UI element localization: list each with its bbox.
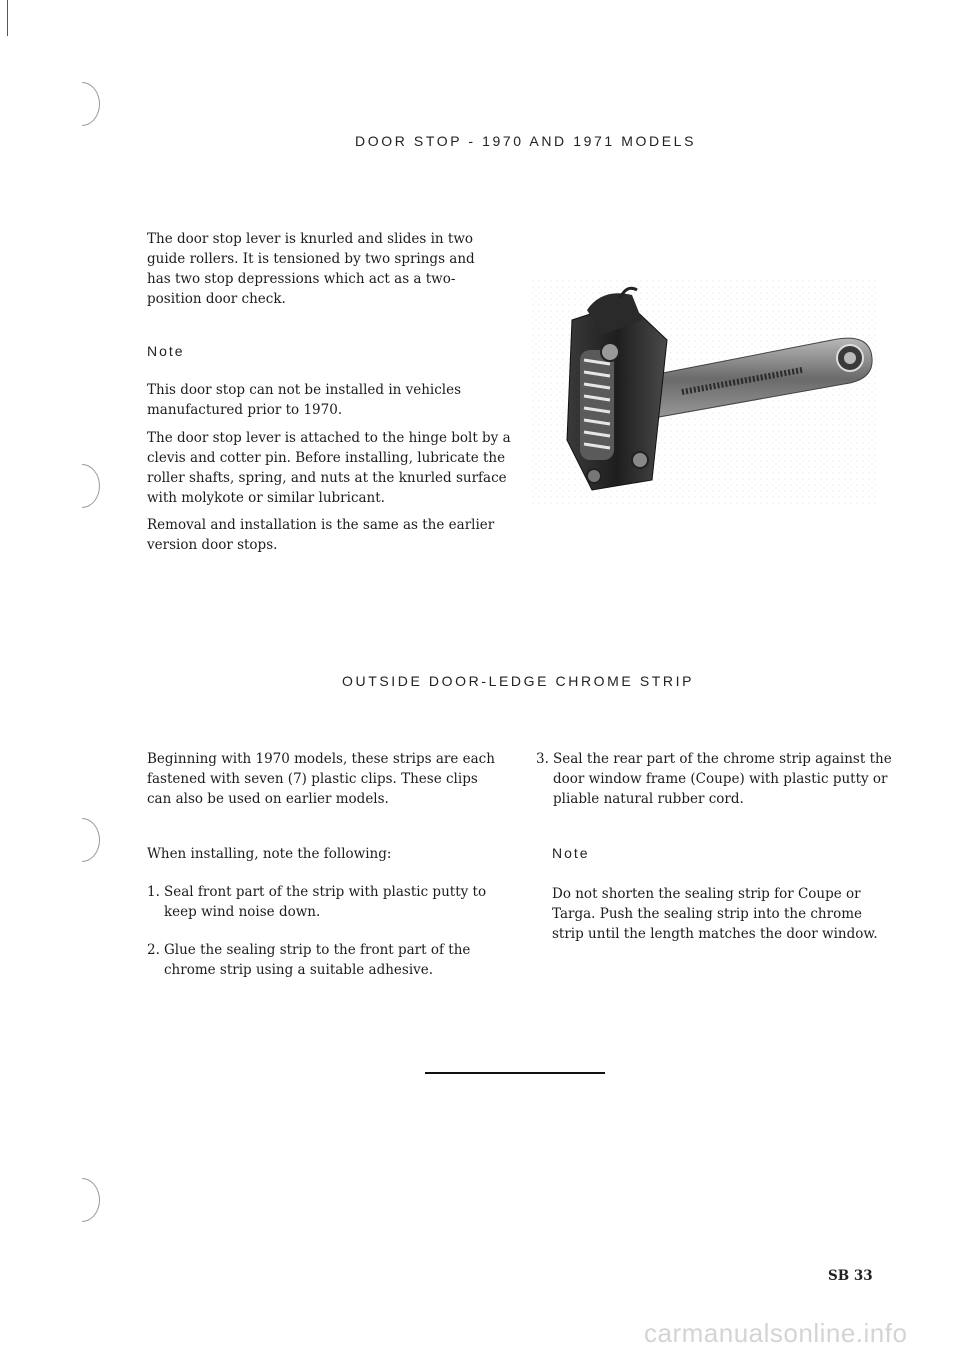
chrome-strip-note-label: Note: [552, 845, 590, 861]
door-stop-note-label: Note: [147, 343, 185, 359]
chrome-strip-intro: [147, 749, 503, 809]
chrome-strip-note-text: Do not shorten the sealing strip for Coupe or Targa. Push the sealing strip into the chrome strip until the length matches the door window.: [552, 886, 878, 942]
door-stop-photo: [532, 280, 876, 508]
step-2: [147, 940, 507, 980]
scan-edge-mark: [7, 0, 8, 36]
step-1-number: 1.: [147, 884, 160, 900]
door-stop-note-text: This door stop can not be installed in vehicles manufactured prior to 1970.: [147, 382, 462, 418]
punch-hole-3: [64, 818, 100, 862]
page-identifier: SB 33: [828, 1268, 873, 1284]
door-stop-removal-paragraph: [147, 515, 511, 555]
door-stop-removal-text: Removal and installation is the same as the earlier version door stops.: [147, 517, 495, 553]
guide-roller-2: [632, 452, 648, 468]
door-stop-install-text: The door stop lever is attached to the hinge bolt by a clevis and cotter pin. Before installing, lubricate the roller shafts, spring, and nuts at the knurled surface with molykote or similar lubricant.: [147, 430, 511, 506]
step-3-text: Seal the rear part of the chrome strip against the door window frame (Coupe) with plastic putty or pliable natural rubber cord.: [553, 751, 892, 807]
punch-hole-1: [64, 82, 100, 126]
step-1: [147, 882, 507, 922]
chrome-strip-lead: [147, 844, 487, 864]
chrome-strip-intro-text: Beginning with 1970 models, these strips are each fastened with seven (7) plastic clips. These clips can also be used on earlier models.: [147, 751, 495, 807]
door-stop-install-paragraph: [147, 428, 511, 508]
door-stop-intro-text: The door stop lever is knurled and slides in two guide rollers. It is tensioned by two springs and has two stop depressions which act as a two-position door check.: [147, 231, 475, 307]
step-1-text: Seal front part of the strip with plastic putty to keep wind noise down.: [164, 884, 487, 920]
step-3-number: 3.: [536, 751, 549, 767]
step-3: [536, 749, 904, 809]
punch-hole-2: [64, 464, 100, 508]
chrome-strip-lead-text: When installing, note the following:: [147, 846, 392, 862]
guide-roller-1: [601, 343, 619, 361]
section-title-door-stop: DOOR STOP - 1970 AND 1971 MODELS: [355, 133, 697, 149]
section-title-chrome-strip: OUTSIDE DOOR-LEDGE CHROME STRIP: [342, 673, 695, 689]
punch-hole-4: [64, 1178, 100, 1222]
hinge-hole-inner: [844, 352, 856, 364]
nut: [587, 469, 601, 483]
end-of-section-rule: [425, 1072, 605, 1074]
door-stop-note: [147, 380, 487, 420]
door-stop-intro: [147, 229, 495, 309]
step-2-number: 2.: [147, 942, 160, 958]
step-2-text: Glue the sealing strip to the front part of the chrome strip using a suitable adhesive.: [164, 942, 471, 978]
chrome-strip-note: [552, 884, 882, 944]
watermark-text: carmanualsonline.info: [644, 1318, 908, 1348]
